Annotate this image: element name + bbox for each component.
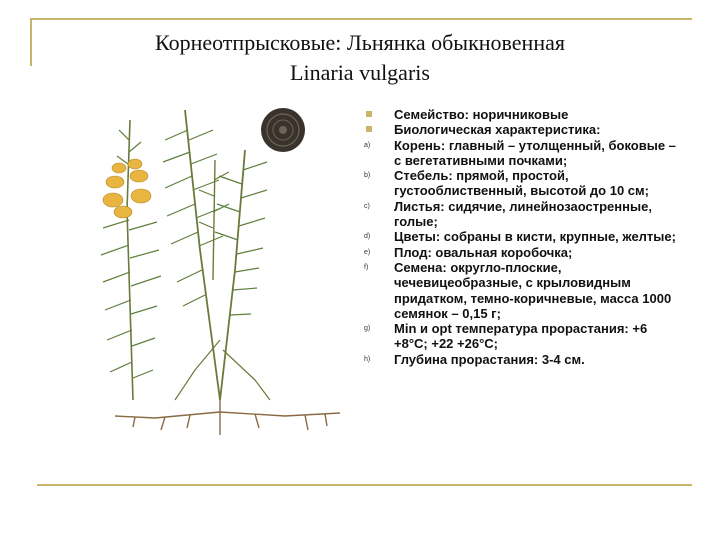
list-marker: d) bbox=[364, 233, 371, 241]
list-item bbox=[364, 168, 684, 199]
frame-bottom-line bbox=[37, 484, 692, 486]
list-item bbox=[364, 199, 684, 230]
list-item-text: Min и opt температура прорастания: +6 +8°С; +22 +26°С; bbox=[394, 321, 648, 352]
root-system bbox=[115, 400, 340, 435]
list-item bbox=[364, 352, 684, 367]
list-item-text: Семена: округло-плоские, чечевицеобразные, с крыловидным придатком, темно-коричневые, масса 1000 семянок – 0,15 г; bbox=[394, 259, 672, 321]
flowering-stem bbox=[101, 120, 161, 400]
slide-title: Корнеотпрысковые: Льнянка обыкновенная bbox=[154, 30, 565, 55]
list-item-text: Глубина прорастания: 3-4 см. bbox=[394, 351, 585, 367]
slide-subtitle-latin: Linaria vulgaris bbox=[290, 60, 430, 85]
list-item bbox=[364, 245, 684, 260]
list-item-text: Плод: овальная коробочка; bbox=[394, 244, 573, 260]
list-item bbox=[364, 138, 684, 169]
bullet-square-icon bbox=[366, 111, 372, 117]
list-item bbox=[364, 122, 684, 137]
list-item-text: Листья: сидячие, линейнозаостренные, голые; bbox=[394, 198, 652, 230]
list-marker: h) bbox=[364, 355, 371, 363]
list-marker: g) bbox=[364, 325, 371, 333]
list-marker: b) bbox=[364, 172, 371, 180]
frame-top-line bbox=[30, 18, 692, 20]
bullet-square-icon bbox=[366, 126, 372, 132]
list-item-text: Цветы: собраны в кисти, крупные, желтые; bbox=[394, 229, 676, 245]
list-item bbox=[364, 107, 684, 122]
list-marker: c) bbox=[364, 202, 370, 210]
list-item-text: Корень: главный – утолщенный, боковые – с вегетативными почками; bbox=[394, 137, 676, 168]
list-marker: f) bbox=[364, 263, 369, 271]
list-marker: a) bbox=[364, 141, 371, 149]
linaria-vulgaris-illustration bbox=[95, 100, 355, 440]
list-item bbox=[364, 321, 684, 352]
list-item-text: Семейство: норичниковые bbox=[394, 107, 569, 122]
list-item bbox=[364, 260, 684, 321]
characteristics-list bbox=[364, 107, 684, 367]
list-item-text: Биологическая характеристика: bbox=[394, 122, 601, 138]
leafy-stems bbox=[163, 110, 270, 400]
seed-icon bbox=[261, 108, 305, 152]
list-item-text: Стебель: прямой, простой, густооблиственный, высотой до 10 см; bbox=[394, 168, 649, 199]
list-item bbox=[364, 229, 684, 244]
list-marker: e) bbox=[364, 248, 371, 256]
